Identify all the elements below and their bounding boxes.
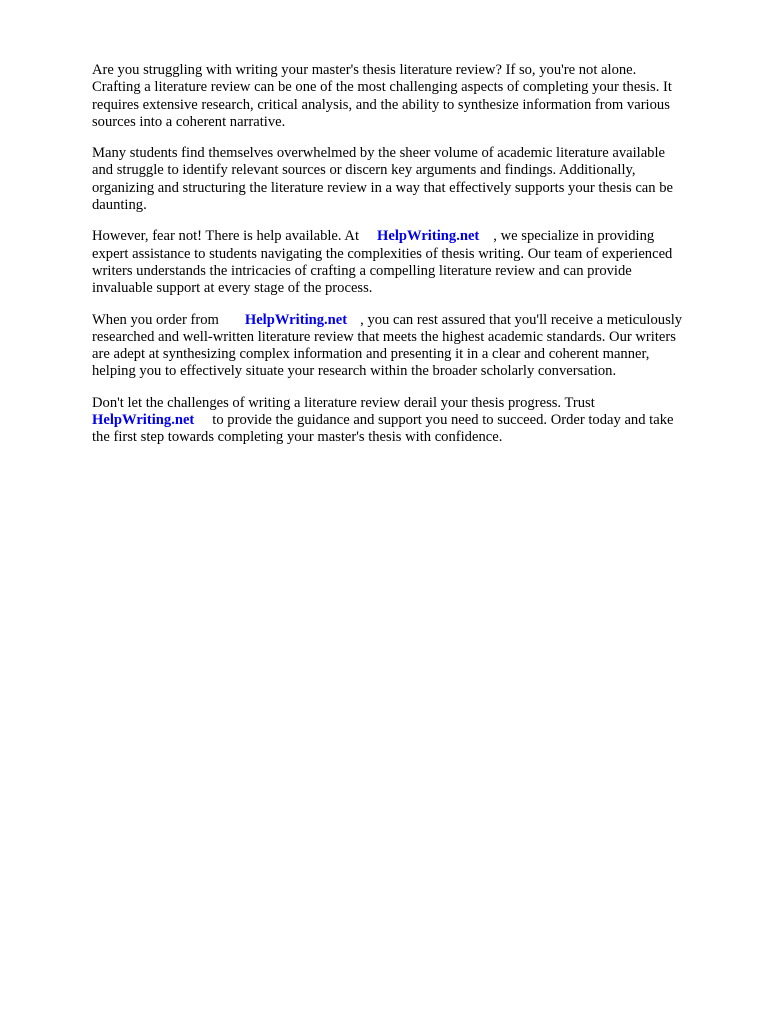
helpwriting-link[interactable]: HelpWriting.net [377,228,480,245]
paragraph-text: to provide the guidance and support you need to succeed. Order today and take the first step towards completing your master's thesis with confidence. [92,412,674,446]
paragraph-text: However, fear not! There is help available. At [92,228,359,245]
helpwriting-link[interactable]: HelpWriting.net [92,412,195,429]
document-body [92,62,724,461]
paragraph-text: Don't let the challenges of writing a literature review derail your thesis progress. Trust [92,394,595,411]
paragraph-help-available [92,228,724,297]
paragraph-closing [92,395,724,447]
helpwriting-link[interactable]: HelpWriting.net [244,311,348,328]
paragraph-overwhelmed: Many students find themselves overwhelmed by the sheer volume of academic literature available and struggle to identify relevant sources or discern key arguments and findings. Additionally, organizing and structuring the literature review in a way that effectively supports your thesis can be daunting. [92,145,673,214]
paragraph-order [92,312,724,381]
paragraph-text: , we specialize in providing expert assistance to students navigating the complexities of thesis writing. Our team of experienced writers understands the intricacies of crafting a compelling literature review and can provide invaluable support at every stage of the process. [92,228,673,297]
paragraph-text: , you can rest assured that you'll receive a meticulously researched and well-written literature review that meets the highest academic standards. Our writers are adept at synthesizing complex information and presenting it in a clear and coherent manner, helping you to effectively situate your research within the broader scholarly conversation. [92,311,683,380]
paragraph-text: When you order from [92,311,219,328]
paragraph-intro: Are you struggling with writing your master's thesis literature review? If so, you're not alone. Crafting a literature review can be one of the most challenging aspects of completing your thesis. It requires extensive research, critical analysis, and the ability to synthesize information from various sources into a coherent narrative. [92,62,672,130]
